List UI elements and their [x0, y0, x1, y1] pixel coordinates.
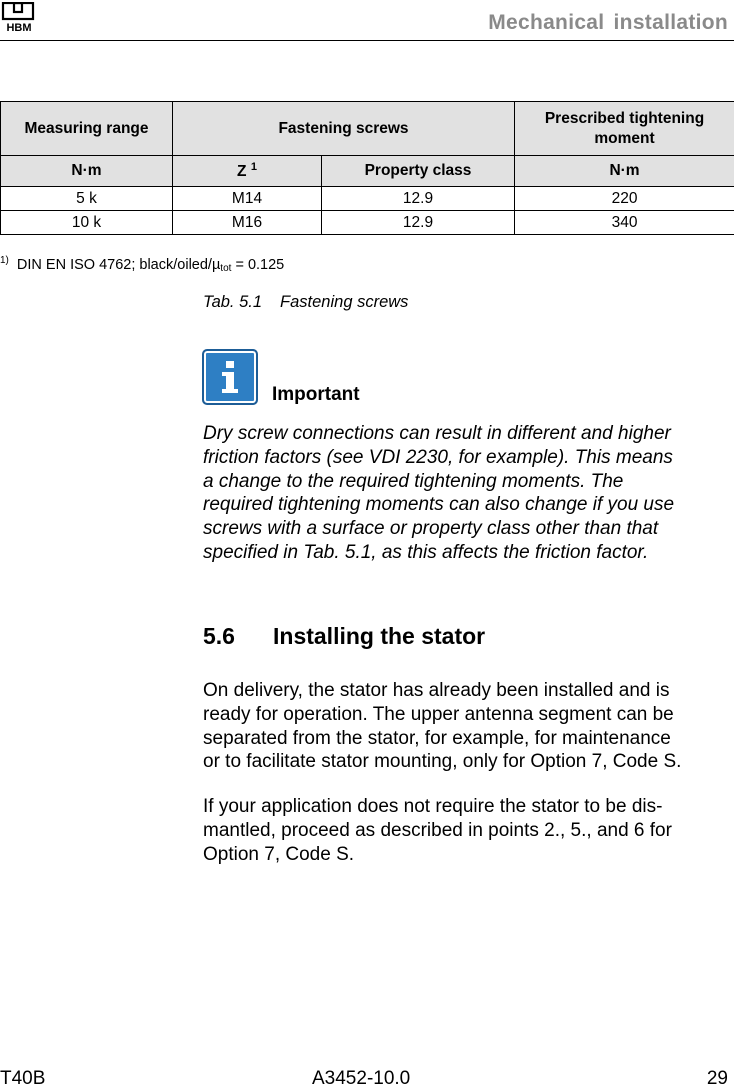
info-icon [202, 349, 258, 405]
header-property-class: Property class [322, 156, 515, 187]
important-heading: Important [272, 384, 360, 405]
table-header-row [1, 102, 734, 156]
footnote-subscript: tot [220, 263, 232, 274]
section-title: Installing the stator [273, 623, 486, 649]
hbm-logo [0, 2, 38, 32]
table-caption [203, 293, 408, 312]
caption-number: Tab. 5.1 [203, 293, 263, 311]
footnote-mark: 1) [0, 255, 9, 266]
text-line: screws with a surface or property class other than that [203, 518, 659, 540]
fastening-screws-table [0, 101, 734, 235]
header-measuring-range: Measuring range [1, 102, 173, 156]
header-divider [0, 40, 734, 41]
cell-range: 10 k [1, 211, 173, 235]
text-line: mantled, proceed as described in points 2., 5., and 6 for [203, 819, 672, 841]
header-title: Mechanical installation [488, 11, 728, 34]
cell-z: M14 [173, 187, 322, 211]
text-line: or to facilitate stator mounting, only for Option 7, Code S. [203, 751, 682, 773]
header-z [173, 156, 322, 187]
header-fastening-screws: Fastening screws [173, 102, 515, 156]
text-line: On delivery, the stator has already been installed and is [203, 680, 670, 701]
cell-moment: 340 [515, 211, 734, 235]
text-line: ready for operation. The upper antenna segment can be [203, 703, 674, 725]
text-line: If your application does not require the stator to be dis- [203, 796, 663, 817]
cell-moment: 220 [515, 187, 734, 211]
text-line: specified in Tab. 5.1, as this affects the friction factor. [203, 541, 649, 563]
table-row [1, 211, 734, 235]
text-line: required tightening moments can also change if you use [203, 494, 675, 516]
info-glyph-icon [204, 351, 256, 403]
table-row [1, 187, 734, 211]
paragraph-delivery [203, 679, 733, 774]
footnote-value: = 0.125 [231, 257, 285, 273]
logo-text: HBM [6, 22, 32, 32]
header-z-label: Z [237, 163, 247, 180]
text-line: Dry screw connections can result in different and higher [203, 423, 671, 444]
important-text [203, 422, 733, 565]
paragraph-dismantle [203, 795, 733, 866]
text-line: Option 7, Code S. [203, 843, 355, 865]
table-subheader-row [1, 156, 734, 187]
text-line: friction factors (see VDI 2230, for example). This means [203, 446, 673, 468]
table-footnote [0, 255, 284, 274]
header-z-footnote: 1 [250, 161, 257, 173]
cell-class: 12.9 [322, 187, 515, 211]
footnote-text: DIN EN ISO 4762; black/oiled/µ [16, 257, 221, 273]
text-line: a change to the required tightening moments. The [203, 470, 624, 492]
header-tightening-moment: Prescribed tightening moment [515, 102, 734, 156]
footer-page-number: 29 [706, 1068, 728, 1089]
header-unit-range: N·m [1, 156, 173, 187]
cell-class: 12.9 [322, 211, 515, 235]
section-heading [203, 623, 485, 650]
cell-range: 5 k [1, 187, 173, 211]
header-unit-moment: N·m [515, 156, 734, 187]
cell-z: M16 [173, 211, 322, 235]
section-number: 5.6 [203, 623, 235, 649]
footer-product: T40B [0, 1068, 46, 1089]
text-line: separated from the stator, for example, for maintenance [203, 727, 671, 749]
footer-doc-number: A3452-10.0 [312, 1068, 411, 1089]
caption-title: Fastening screws [280, 293, 409, 311]
